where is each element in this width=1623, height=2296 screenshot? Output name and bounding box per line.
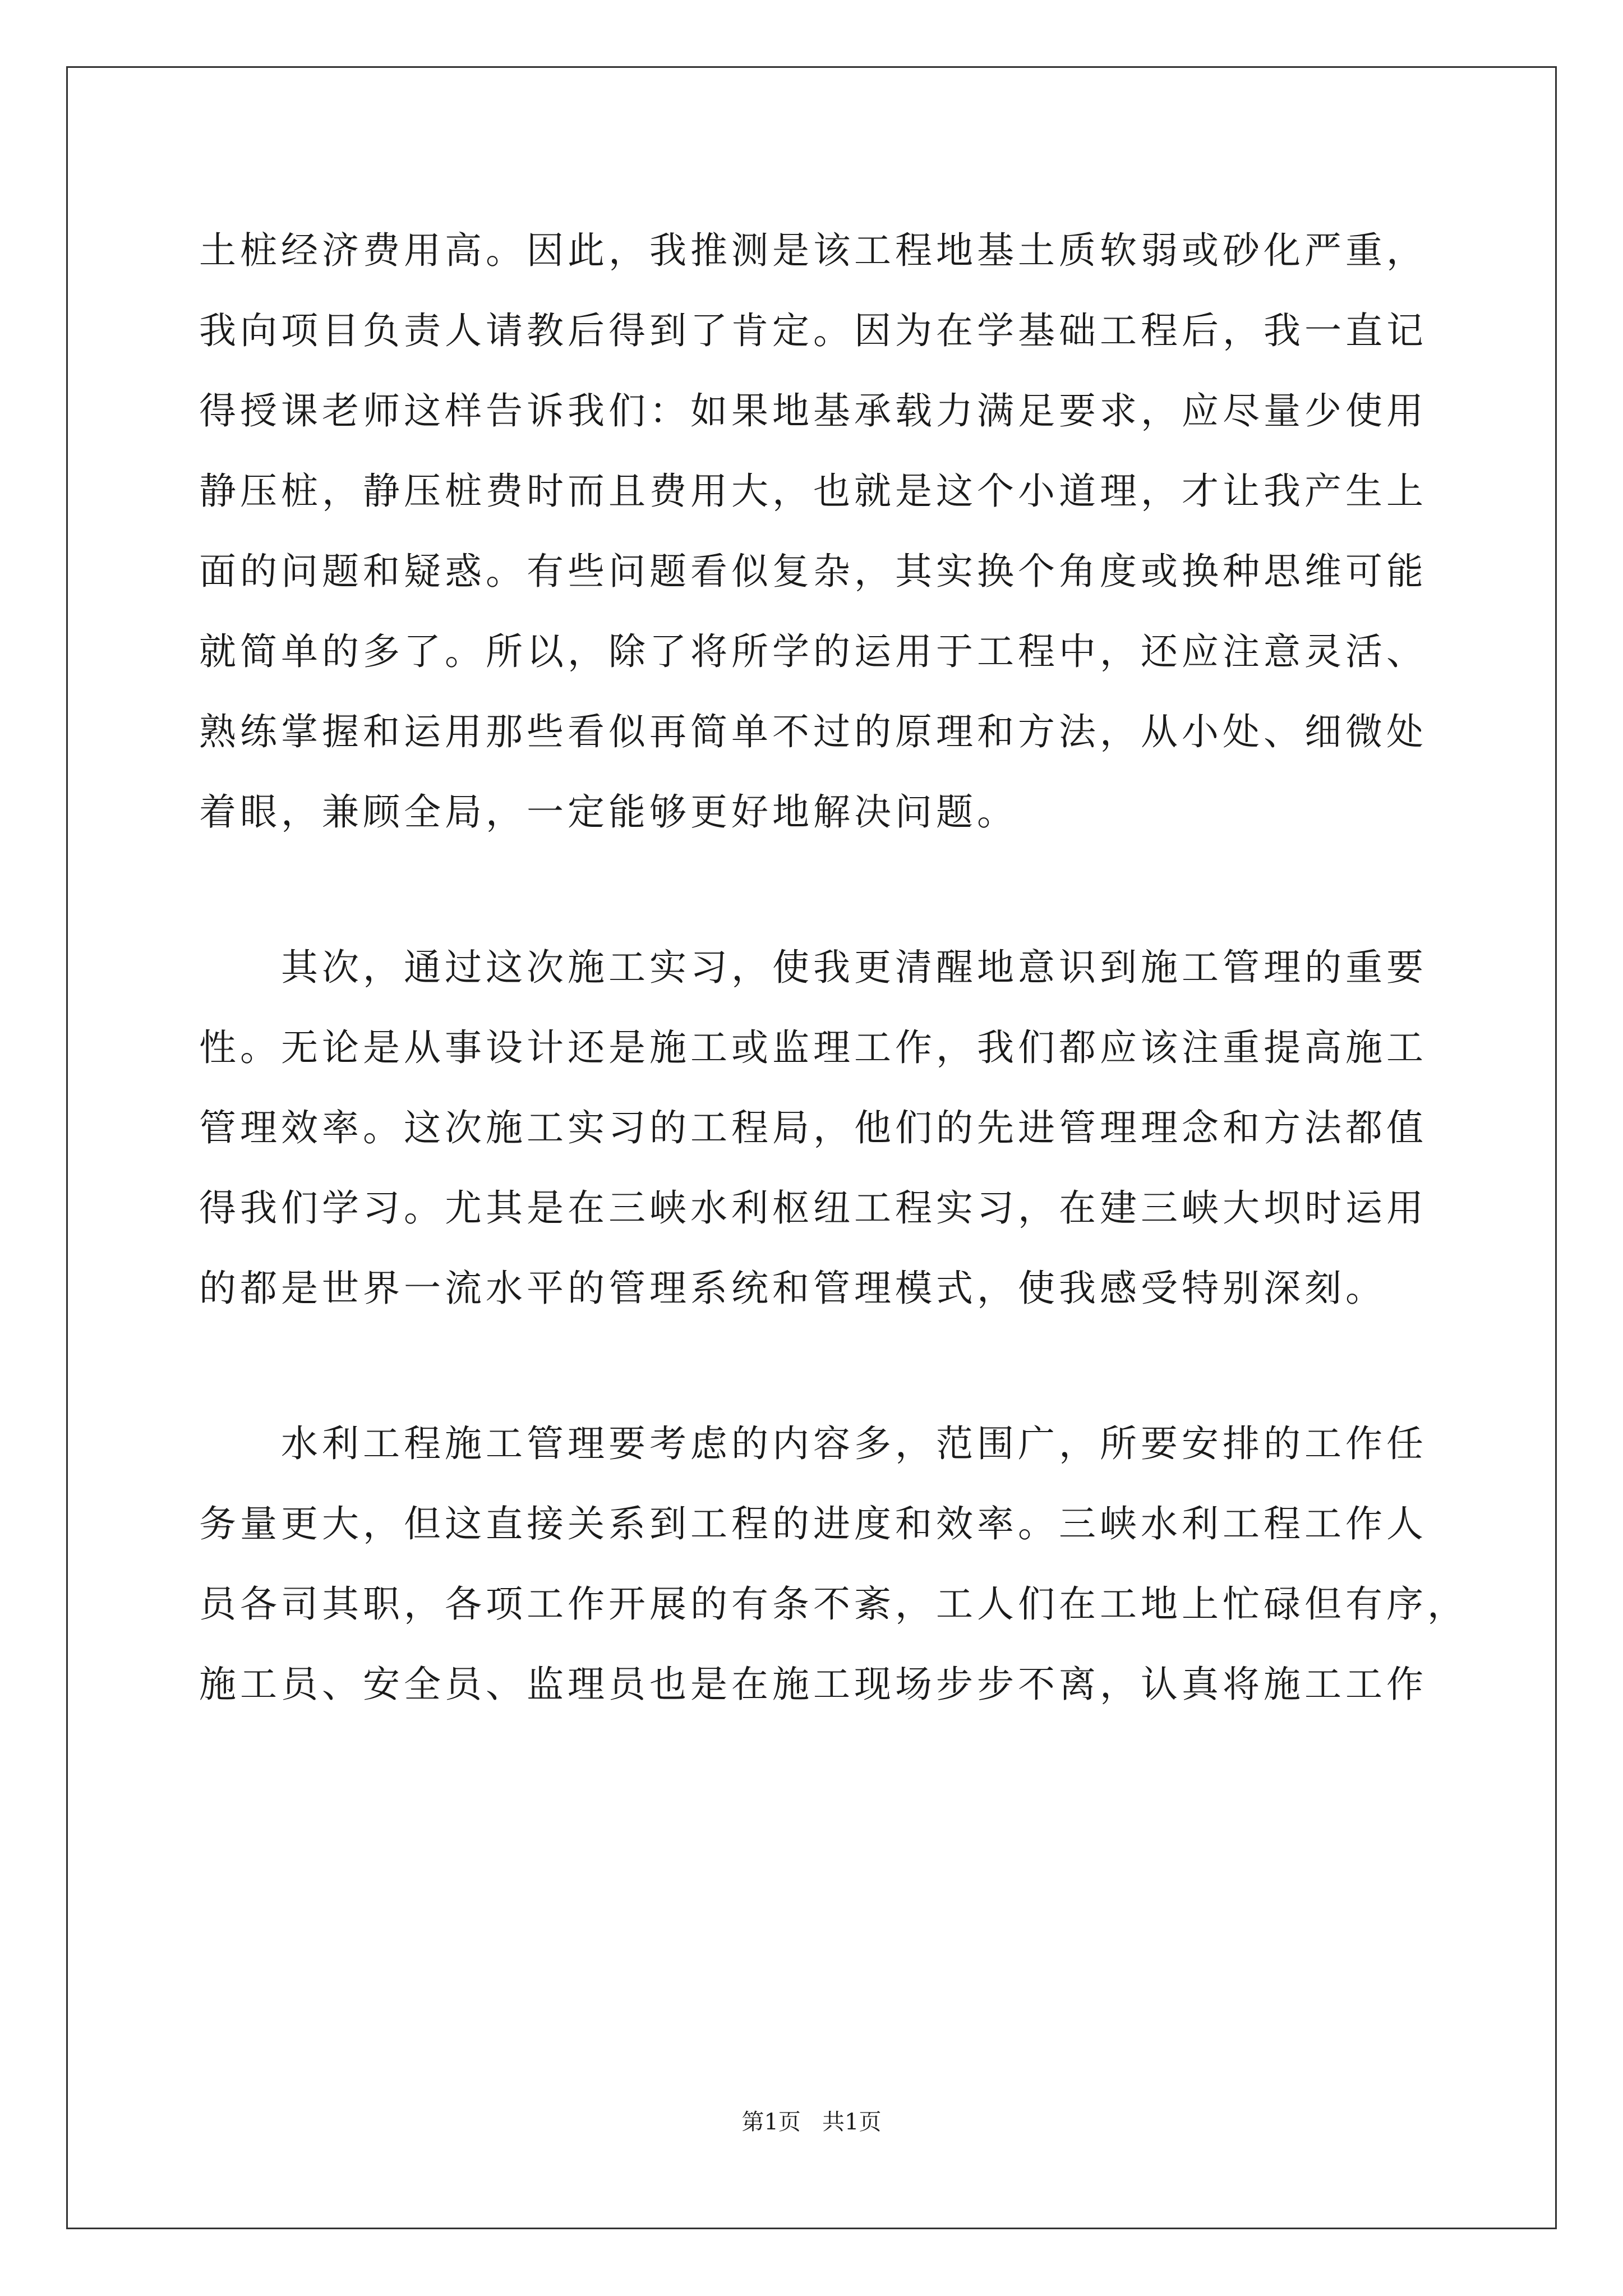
text-line: 我向项目负责人请教后得到了肯定。因为在学基础工程后，我一直记 bbox=[199, 309, 1427, 352]
text-line: 务量更大，但这直接关系到工程的进度和效率。三峡水利工程工作人 bbox=[199, 1502, 1427, 1545]
text-line: 的都是世界一流水平的管理系统和管理模式，使我感受特别深刻。 bbox=[199, 1267, 1386, 1310]
document-body bbox=[199, 210, 1468, 1724]
text-line: 得我们学习。尤其是在三峡水利枢纽工程实习，在建三峡大坝时运用 bbox=[199, 1186, 1427, 1230]
text-line: 其次，通过这次施工实习，使我更清醒地意识到施工管理的重要 bbox=[199, 946, 1427, 989]
paragraph-spacer bbox=[199, 1328, 1433, 1404]
paragraph-3 bbox=[199, 1404, 1468, 1724]
text-line: 施工员、安全员、监理员也是在施工现场步步不离，认真将施工工作 bbox=[199, 1663, 1427, 1706]
text-line: 面的问题和疑惑。有些问题看似复杂，其实换个角度或换种思维可能 bbox=[199, 550, 1427, 593]
text-line: 性。无论是从事设计还是施工或监理工作，我们都应该注重提高施工 bbox=[199, 1026, 1427, 1069]
paragraph-2 bbox=[199, 927, 1433, 1328]
text-line: 就简单的多了。所以，除了将所学的运用于工程中，还应注意灵活、 bbox=[199, 630, 1427, 673]
text-line: 水利工程施工管理要考虑的内容多，范围广，所要安排的工作任 bbox=[199, 1422, 1427, 1465]
paragraph-1 bbox=[199, 210, 1433, 852]
text-line: 员各司其职，各项工作开展的有条不紊，工人们在工地上忙碌但有序， bbox=[199, 1582, 1468, 1626]
text-line: 静压桩，静压桩费时而且费用大，也就是这个小道理，才让我产生上 bbox=[199, 470, 1427, 513]
text-line: 土桩经济费用高。因此，我推测是该工程地基土质软弱或砂化严重， bbox=[199, 229, 1427, 272]
page-number-footer: 第1页 共1页 bbox=[741, 2109, 882, 2135]
text-line: 着眼，兼顾全局，一定能够更好地解决问题。 bbox=[199, 790, 1018, 834]
text-line: 管理效率。这次施工实习的工程局，他们的先进管理理念和方法都值 bbox=[199, 1106, 1427, 1149]
paragraph-spacer bbox=[199, 852, 1433, 927]
text-line: 熟练掌握和运用那些看似再简单不过的原理和方法，从小处、细微处 bbox=[199, 710, 1427, 753]
text-line: 得授课老师这样告诉我们：如果地基承载力满足要求，应尽量少使用 bbox=[199, 389, 1427, 432]
